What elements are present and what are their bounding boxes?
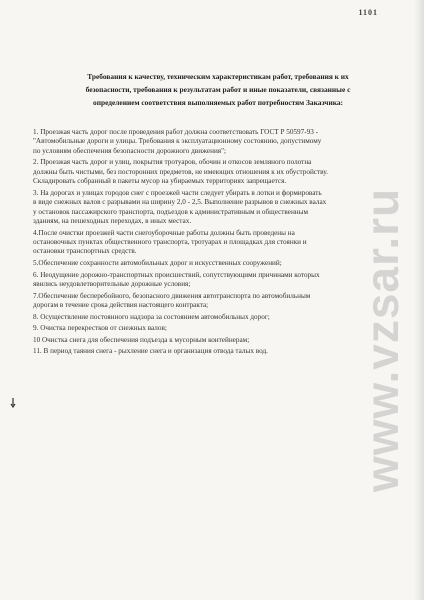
list-item	[33, 189, 369, 227]
list-item	[33, 336, 369, 345]
item-line: 8. Осуществление постоянного надзора за состоянием автомобильных дорог;	[33, 312, 270, 321]
item-line: 10 Очистка снега для обеспечения подъезда к мусорным контейнерам;	[33, 335, 250, 344]
page-edge-shadow	[414, 0, 424, 600]
margin-mark-icon	[10, 398, 16, 408]
list-item	[33, 128, 369, 156]
item-line: 4.После очистки проезжей части снегоуборочные работы должны быть проведены на	[33, 228, 295, 237]
item-line: зданиям, на пешеходных переходах, в иных местах.	[33, 217, 192, 226]
page-number: 1101	[358, 8, 378, 17]
item-line: в виде снежных валов с разрывами на ширину 2,0 - 2,5. Выполнение разрывов в снежных валах	[33, 198, 327, 207]
list-item	[33, 313, 369, 322]
item-line: должны быть чистыми, без посторонних предметов, не имеющих отношения к их обустройству.	[33, 167, 328, 176]
list-item	[33, 271, 369, 290]
item-line: 6. Неодущение дорожно-транспортных происшествий, сопутствующими причинами которых	[33, 270, 320, 279]
title-line: безопасности, требования к результатам работ и иные показатели, связанные с	[85, 85, 351, 94]
list-item	[33, 229, 369, 257]
requirements-list	[33, 128, 369, 359]
item-line: у остановок пассажирского транспорта, подъездов к административным и общественным	[33, 207, 309, 216]
item-line: остановочных пунктах общественного транспорта, тротуарах и площадках для стоянки и	[33, 238, 307, 247]
item-line: Складировать собранный в пакеты мусор на убираемых территориях запрещается.	[33, 177, 287, 186]
list-item	[33, 259, 369, 268]
item-line: остановки транспортных средств.	[33, 247, 137, 256]
watermark-text: www.vzsar.ru	[356, 187, 408, 493]
item-line: явились неудовлетворительные дорожные условия;	[33, 280, 191, 289]
list-item	[33, 158, 369, 186]
title-line: определением соответствия выполняемых работ потребностям Заказчика:	[93, 98, 343, 107]
list-item	[33, 347, 369, 356]
list-item	[33, 324, 369, 333]
item-line: 1. Проезжая часть дорог после проведения работ должна соответствовать ГОСТ Р 50597-93 -	[33, 128, 318, 136]
item-line: 9. Очистка перекрестков от снежных валов;	[33, 324, 167, 333]
title-line: Требования к качеству, техническим характеристикам работ, требования к их	[87, 72, 349, 81]
list-item	[33, 292, 369, 311]
item-line: 3. На дорогах и улицах городов снег с проезжей части следует убирать в лотки и формировать	[33, 188, 322, 197]
item-line: 7.Обеспечение бесперебойного, безопасного движения автотранспорта по автомобильным	[33, 291, 311, 300]
document-title	[68, 70, 368, 109]
item-line: по условиям обеспечения безопасности дорожного движения";	[33, 146, 227, 155]
item-line: 5.Обеспечение сохранности автомобильных дорог и искусственных сооружений;	[33, 259, 282, 268]
item-line: "Автомобильные дороги и улицы. Требования к эксплуатационному состоянию, допустимому	[33, 137, 322, 146]
item-line: 11. В период таяния снега - рыхление снега и организация отвода талых вод.	[33, 347, 268, 356]
item-line: дорогам в течение срока действия настоящего контракта;	[33, 301, 209, 310]
item-line: 2. Проезжая часть дорог и улиц, покрытия тротуаров, обочин и откосов земляного полотна	[33, 158, 312, 167]
